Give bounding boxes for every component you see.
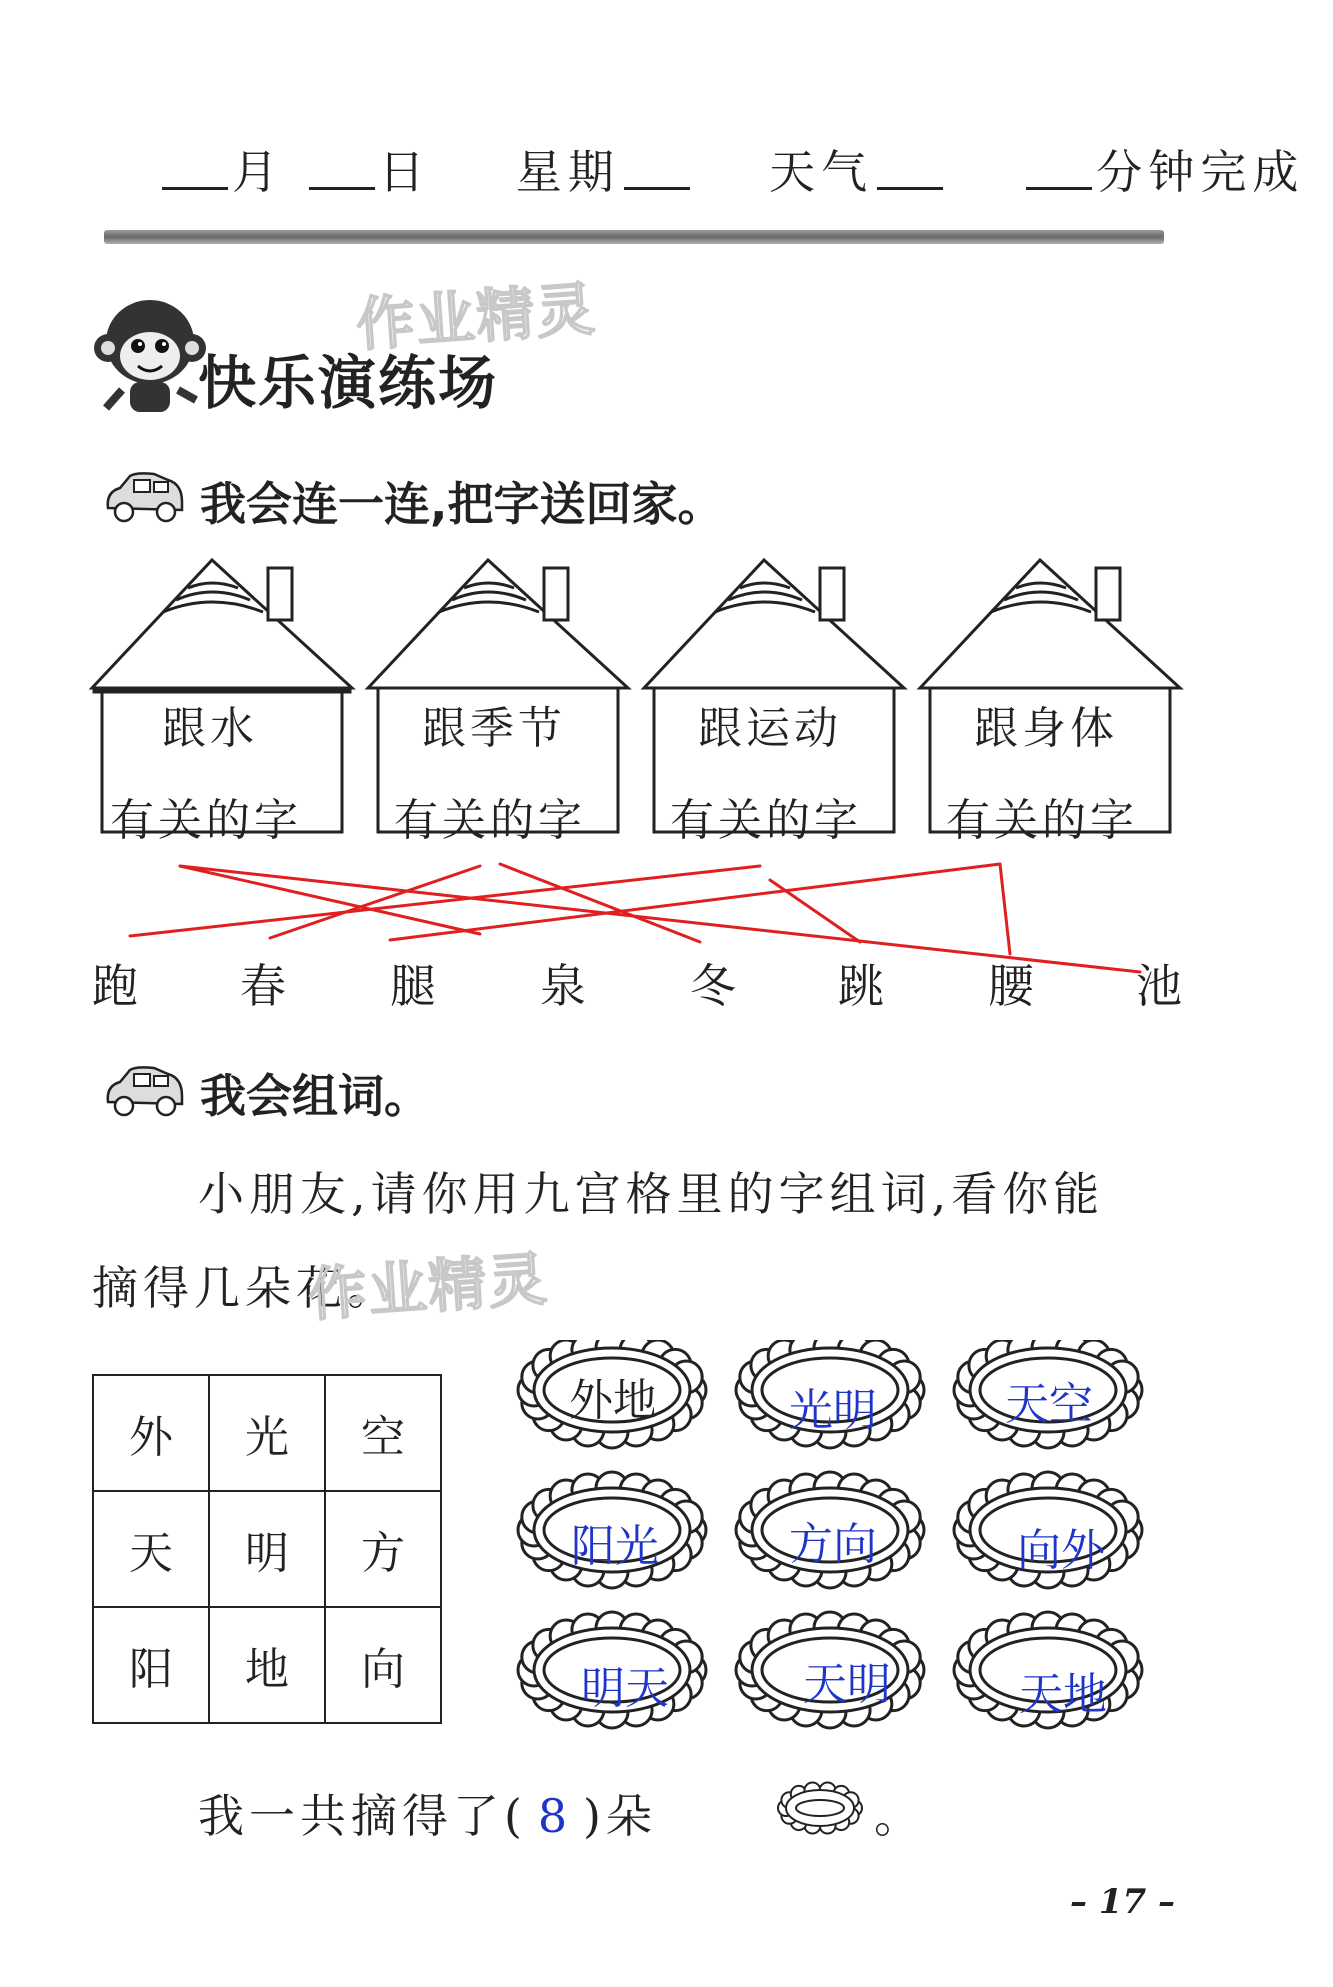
- character-7: 池: [1136, 959, 1182, 1013]
- duration-label: 分钟完成: [1096, 145, 1305, 199]
- summary-prefix: 我一共摘得了(: [198, 1789, 527, 1843]
- flower-word-8: 天地: [1019, 1669, 1107, 1720]
- flower-word-6: 明天: [581, 1663, 669, 1714]
- grid-cell: 光: [209, 1375, 325, 1491]
- duration-blank[interactable]: [1026, 151, 1092, 190]
- house-4-label-line2: 有关的字: [946, 795, 1138, 846]
- page-number: – 17 –: [1070, 1882, 1176, 1922]
- flower-word-4: 方向: [789, 1519, 877, 1570]
- character-0: 跑: [92, 959, 138, 1013]
- character-5: 跳: [838, 959, 884, 1013]
- house-2-label-line1: 跟季节: [422, 703, 566, 754]
- flower-shape: [778, 1782, 862, 1833]
- grid-cell: 向: [325, 1607, 441, 1723]
- grid-cell: 天: [93, 1491, 209, 1607]
- flower-word-2: 天空: [1005, 1379, 1093, 1430]
- character-3: 泉: [540, 959, 586, 1013]
- summary-suffix: )朵: [582, 1789, 657, 1843]
- weather-blank[interactable]: [877, 151, 943, 190]
- house-1-label-line2: 有关的字: [110, 795, 302, 846]
- character-1: 春: [240, 959, 286, 1013]
- connection-line: [390, 864, 1000, 940]
- instruction-line2: 摘得几朵花。: [92, 1261, 398, 1315]
- grid-cell: 外: [93, 1375, 209, 1491]
- day-blank[interactable]: [309, 151, 375, 190]
- flower-word-3: 阳光: [571, 1521, 659, 1572]
- grid-cell: 明: [209, 1491, 325, 1607]
- question2-title: 我会组词。: [200, 1069, 430, 1123]
- weekday-label: 星期: [515, 145, 620, 199]
- connection-line: [1000, 864, 1010, 954]
- house-3-label-line1: 跟运动: [698, 703, 842, 754]
- house-4-label-line1: 跟身体: [974, 703, 1118, 754]
- grid-cell: 地: [209, 1607, 325, 1723]
- summary-line: [198, 1780, 657, 1846]
- grid-cell: 空: [325, 1375, 441, 1491]
- watermark: 作业精灵: [354, 274, 599, 360]
- page-number-value: 17: [1098, 1882, 1147, 1922]
- small-flower-icon: [770, 1776, 870, 1840]
- character-4: 冬: [690, 959, 736, 1013]
- monkey-mascot-icon: [92, 290, 212, 420]
- flower-word-5: 向外: [1017, 1525, 1105, 1576]
- summary-end: 。: [874, 1789, 925, 1843]
- grid-cell: 方: [325, 1491, 441, 1607]
- house-3-label-line2: 有关的字: [670, 795, 862, 846]
- flower-word-0: 外地: [569, 1375, 657, 1426]
- character-2: 腿: [390, 959, 436, 1013]
- car-icon: [100, 1062, 188, 1118]
- grid-cell: 阳: [93, 1607, 209, 1723]
- house-1-label-line1: 跟水: [162, 703, 258, 754]
- section-title: 快乐演练场: [198, 349, 499, 417]
- car-icon: [100, 468, 188, 524]
- flower-word-7: 天明: [803, 1659, 891, 1710]
- watermark: 作业精灵: [306, 1244, 551, 1330]
- summary-answer[interactable]: 8: [537, 1789, 573, 1843]
- weather-label: 天气: [769, 145, 874, 199]
- month-blank[interactable]: [162, 151, 228, 190]
- connection-lines: [0, 850, 1333, 990]
- month-label: 月: [232, 145, 284, 199]
- flower-word-1: 光明: [789, 1385, 877, 1436]
- connection-line: [180, 866, 480, 934]
- character-6: 腰: [988, 959, 1034, 1013]
- question1-title: 我会连一连,把字送回家。: [200, 477, 724, 531]
- weekday-blank[interactable]: [624, 151, 690, 190]
- house-2-label-line2: 有关的字: [394, 795, 586, 846]
- header-divider: [104, 230, 1164, 244]
- date-header: [158, 136, 1304, 202]
- instruction-line1: 小朋友,请你用九宫格里的字组词,看你能: [198, 1167, 1105, 1221]
- day-label: 日: [378, 145, 431, 199]
